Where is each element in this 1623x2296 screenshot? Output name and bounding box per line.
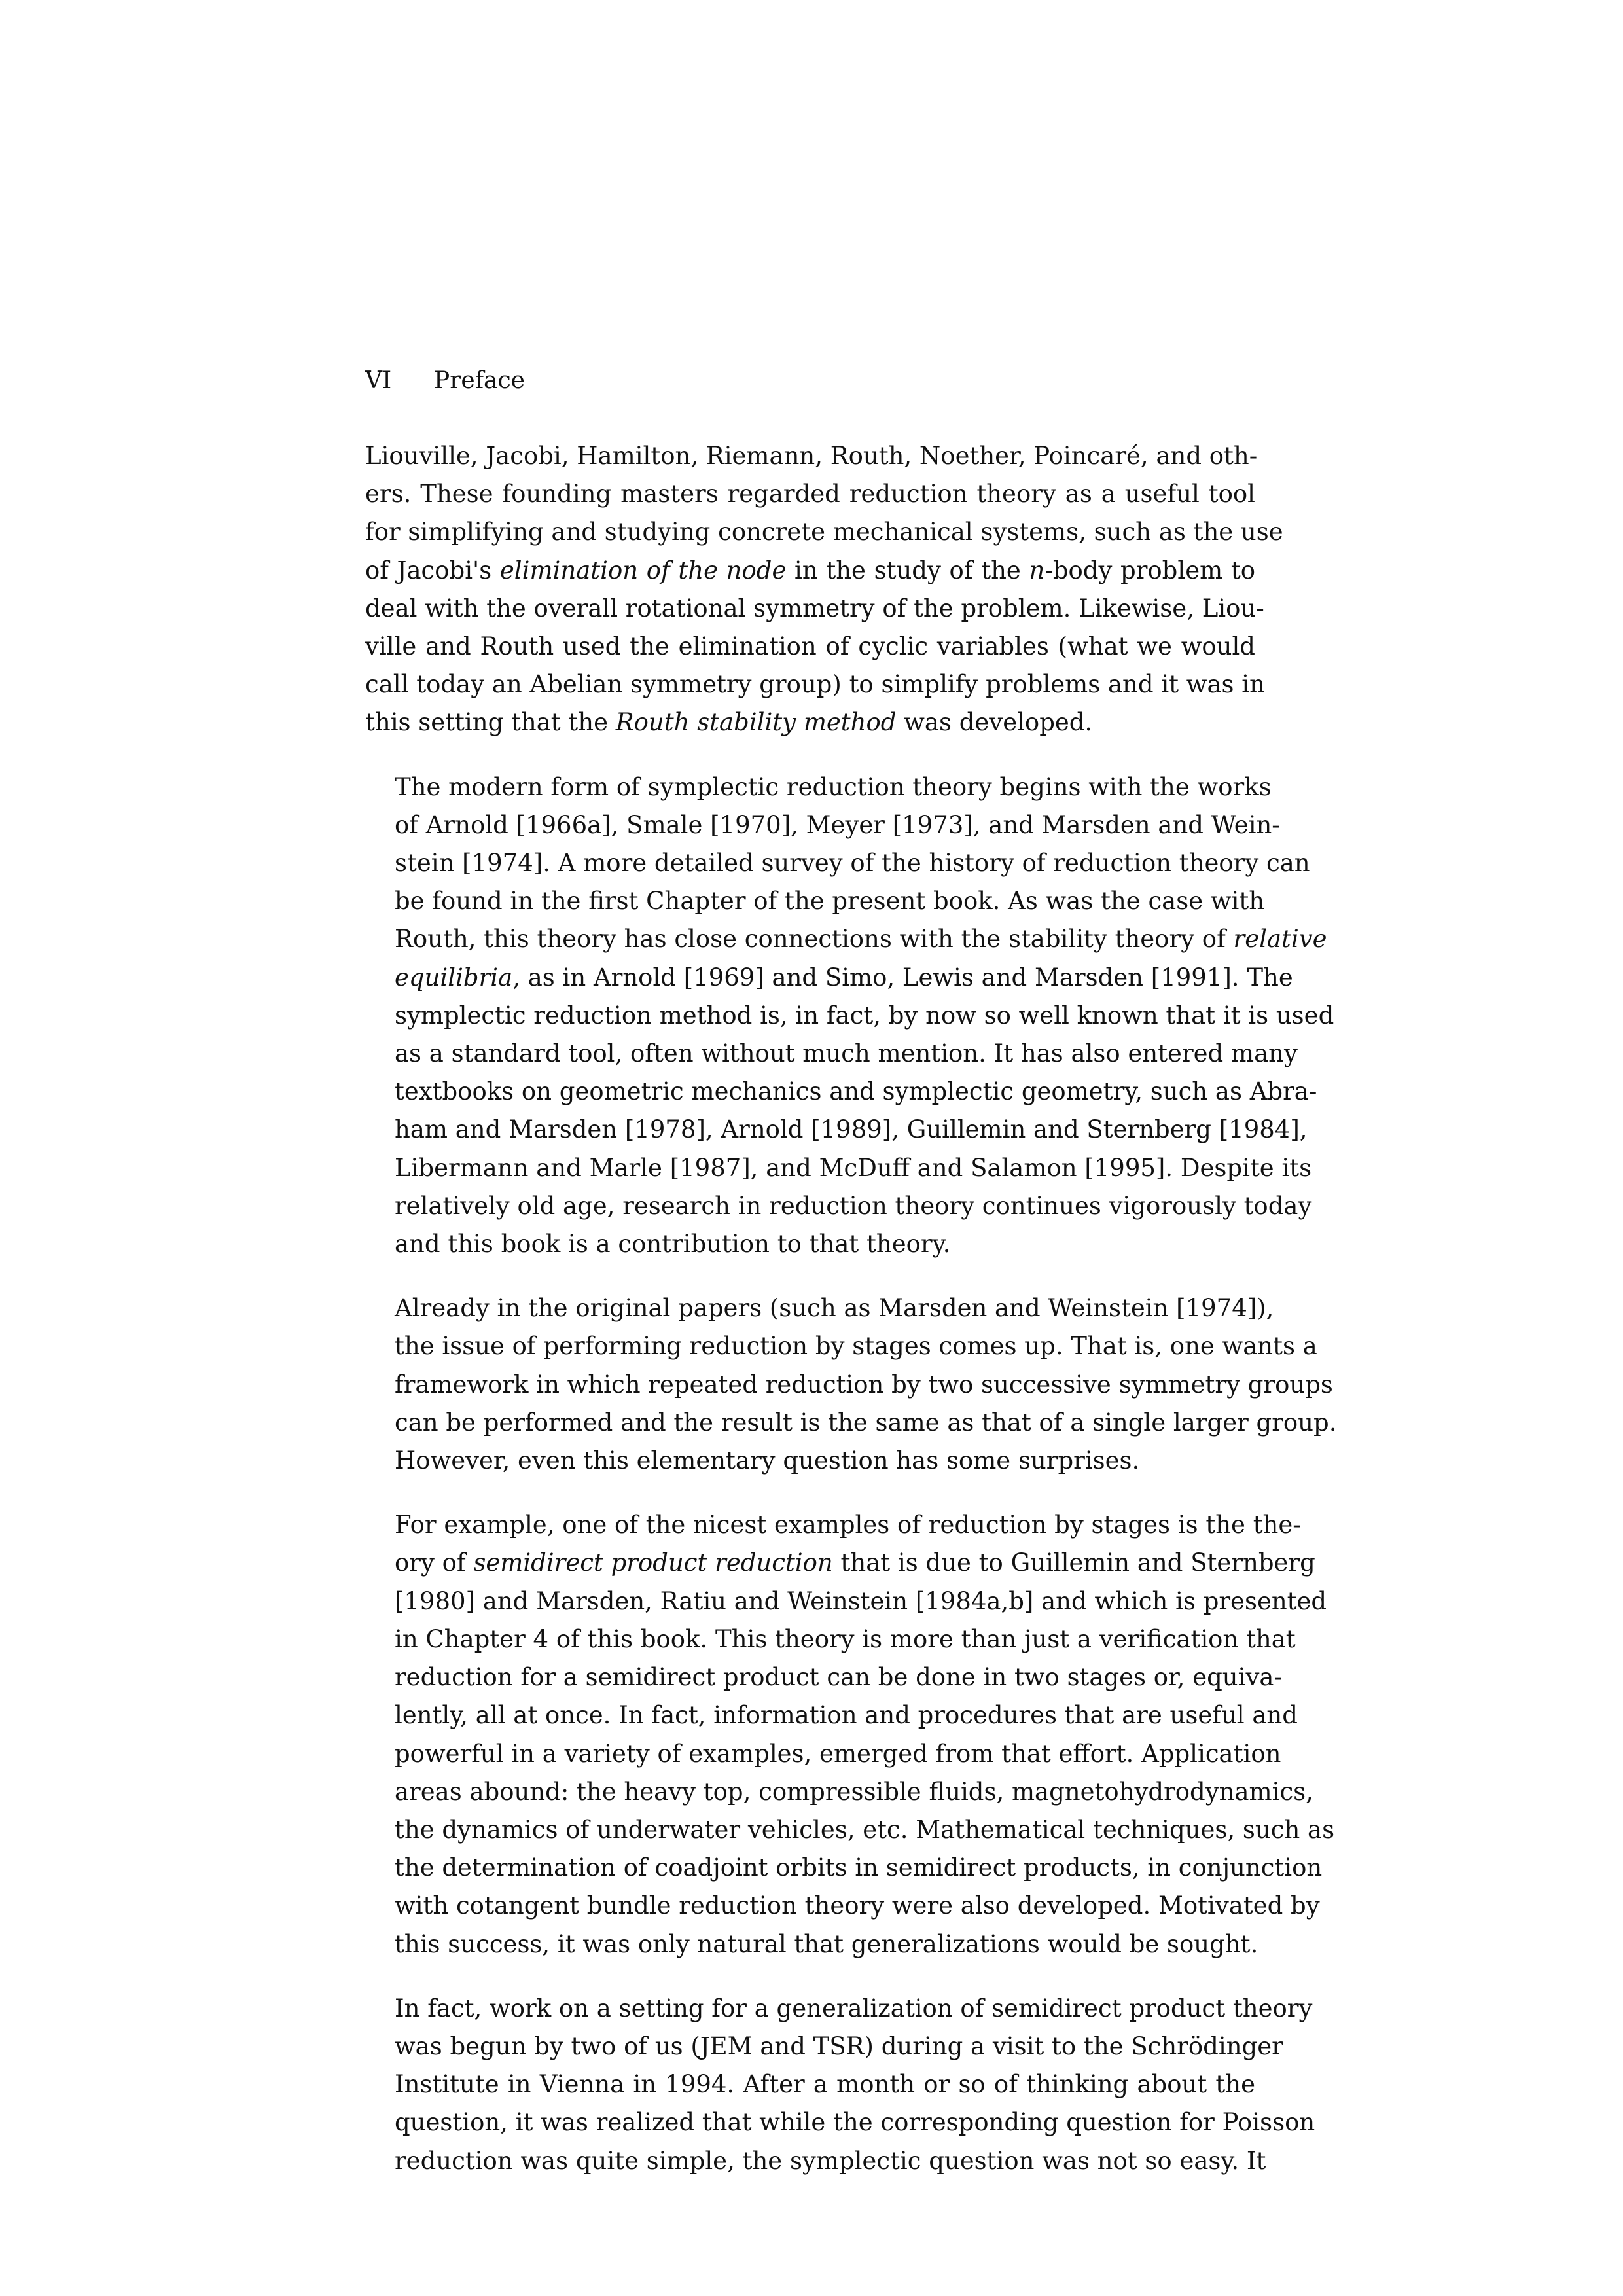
text-line: reduction for a semidirect product can be done in two stages or, equiva- bbox=[395, 1663, 1282, 1692]
text-line: ville and Routh used the elimination of cyclic variables (what we would bbox=[365, 632, 1255, 661]
text-line: textbooks on geometric mechanics and symplectic geometry, such as Abra- bbox=[395, 1077, 1317, 1106]
text-line: equilibria, as in Arnold [1969] and Simo, Lewis and Marsden [1991]. The bbox=[395, 963, 1293, 992]
paragraph-4 bbox=[365, 1506, 1335, 1963]
text-line: symplectic reduction method is, in fact, by now so well known that it is used bbox=[395, 1001, 1334, 1030]
text-line: of Jacobi's elimination of the node in the study of the n-body problem to bbox=[365, 556, 1255, 584]
text-line: In fact, work on a setting for a generalization of semidirect product theory bbox=[395, 1994, 1313, 2022]
paragraph-3 bbox=[365, 1289, 1337, 1480]
page-number: VI bbox=[365, 367, 392, 394]
text-line: be found in the first Chapter of the present book. As was the case with bbox=[395, 887, 1265, 916]
text-line: ers. These founding masters regarded reduction theory as a useful tool bbox=[365, 480, 1255, 509]
text-line: question, it was realized that while the corresponding question for Poisson bbox=[395, 2108, 1315, 2137]
paragraph-2 bbox=[365, 768, 1334, 1264]
text-line: the issue of performing reduction by stages comes up. That is, one wants a bbox=[395, 1332, 1317, 1361]
text-line: and this book is a contribution to that theory. bbox=[395, 1230, 951, 1259]
text-line: the determination of coadjoint orbits in semidirect products, in conjunction bbox=[395, 1854, 1323, 1882]
text-line: lently, all at once. In fact, information and procedures that are useful and bbox=[395, 1701, 1298, 1730]
paragraph-1 bbox=[365, 437, 1283, 742]
body-text bbox=[365, 437, 1337, 2206]
text-line: areas abound: the heavy top, compressible fluids, magnetohydrodynamics, bbox=[395, 1777, 1313, 1806]
text-line: for simplifying and studying concrete mechanical systems, such as the use bbox=[365, 518, 1283, 547]
text-line: For example, one of the nicest examples of reduction by stages is the the- bbox=[395, 1511, 1301, 1539]
text-line: this setting that the Routh stability method was developed. bbox=[365, 708, 1093, 737]
paragraph-5 bbox=[365, 1990, 1315, 2180]
text-line: relatively old age, research in reduction theory continues vigorously today bbox=[395, 1191, 1312, 1220]
text-line: can be performed and the result is the same as that of a single larger group. bbox=[395, 1408, 1337, 1437]
text-line: Liouville, Jacobi, Hamilton, Riemann, Routh, Noether, Poincaré, and oth- bbox=[365, 442, 1258, 470]
text-line: this success, it was only natural that generalizations would be sought. bbox=[395, 1929, 1258, 1958]
text-line: ory of semidirect product reduction that is due to Guillemin and Sternberg bbox=[395, 1549, 1315, 1577]
text-line: Institute in Vienna in 1994. After a month or so of thinking about the bbox=[395, 2070, 1255, 2099]
text-line: Already in the original papers (such as Marsden and Weinstein [1974]), bbox=[395, 1294, 1274, 1323]
text-line: The modern form of symplectic reduction theory begins with the works bbox=[395, 772, 1272, 801]
text-line: reduction was quite simple, the symplectic question was not so easy. It bbox=[395, 2146, 1266, 2175]
text-line: with cotangent bundle reduction theory were also developed. Motivated by bbox=[395, 1892, 1320, 1920]
text-line: [1980] and Marsden, Ratiu and Weinstein [1984a,b] and which is presented bbox=[395, 1587, 1327, 1615]
text-line: ham and Marsden [1978], Arnold [1989], Guillemin and Sternberg [1984], bbox=[395, 1115, 1308, 1144]
text-line: deal with the overall rotational symmetry of the problem. Likewise, Liou- bbox=[365, 594, 1264, 622]
section-title: Preface bbox=[434, 367, 525, 394]
text-line: call today an Abelian symmetry group) to simplify problems and it was in bbox=[365, 670, 1265, 699]
text-line: However, even this elementary question has some surprises. bbox=[395, 1446, 1140, 1475]
text-line: powerful in a variety of examples, emerged from that effort. Application bbox=[395, 1739, 1281, 1768]
running-head bbox=[365, 367, 1255, 395]
text-line: framework in which repeated reduction by two successive symmetry groups bbox=[395, 1370, 1333, 1399]
text-line: Routh, this theory has close connections with the stability theory of relative bbox=[395, 925, 1327, 954]
text-line: Libermann and Marle [1987], and McDuff and Salamon [1995]. Despite its bbox=[395, 1153, 1312, 1182]
text-line: the dynamics of underwater vehicles, etc. Mathematical techniques, such as bbox=[395, 1815, 1335, 1844]
text-line: as a standard tool, often without much mention. It has also entered many bbox=[395, 1039, 1298, 1068]
text-line: in Chapter 4 of this book. This theory is more than just a verification that bbox=[395, 1624, 1296, 1653]
text-line: stein [1974]. A more detailed survey of the history of reduction theory can bbox=[395, 849, 1310, 878]
text-line: was begun by two of us (JEM and TSR) during a visit to the Schrödinger bbox=[395, 2032, 1283, 2060]
text-line: of Arnold [1966a], Smale [1970], Meyer [1973], and Marsden and Wein- bbox=[395, 810, 1280, 839]
